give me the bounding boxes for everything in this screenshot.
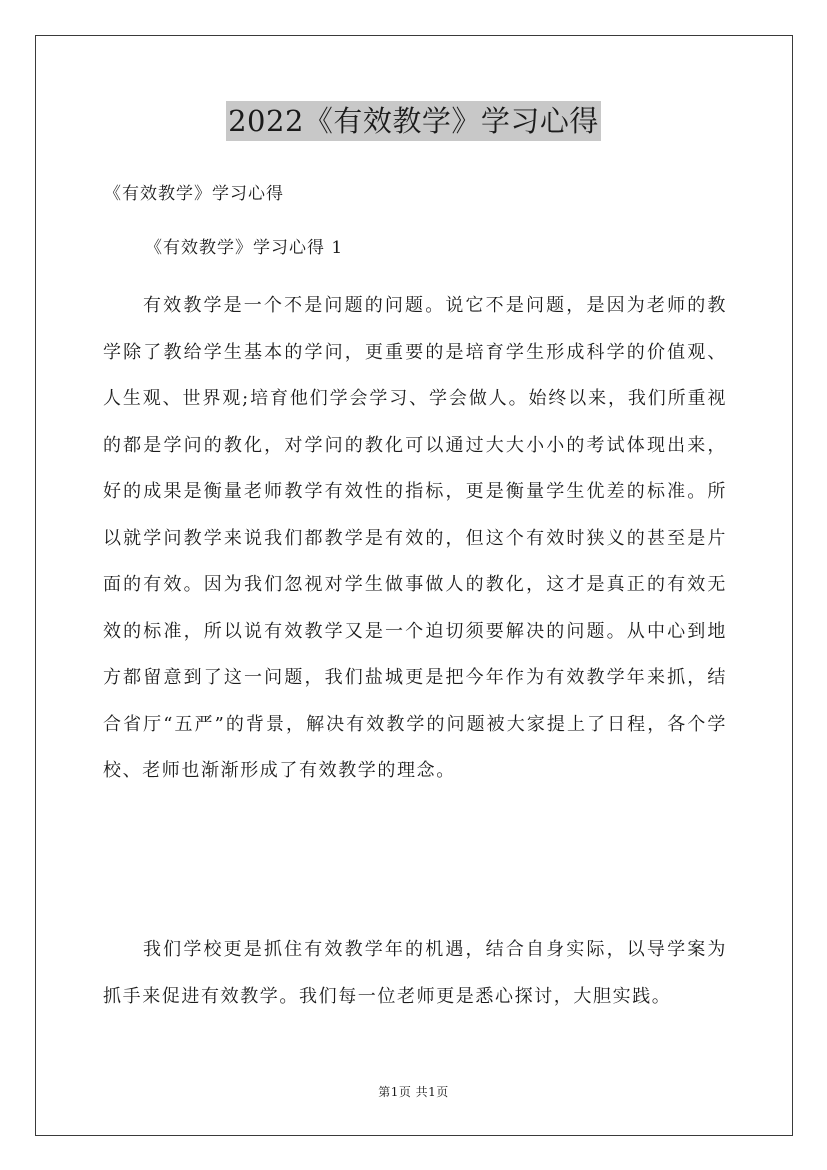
- document-title: 2022《有效教学》学习心得: [226, 101, 601, 141]
- section-heading: 《有效教学》学习心得 1: [145, 238, 344, 258]
- body-paragraph: 我们学校更是抓住有效教学年的机遇，结合自身实际，以导学案为抓手来促进有效教学。我们每一位老师更是悉心探讨，大胆实践。: [103, 939, 727, 1007]
- page-number-footer: 第1页 共1页: [378, 1085, 449, 1099]
- body-paragraph: 有效教学是一个不是问题的问题。说它不是问题，是因为老师的教学除了教给学生基本的学问，更重要的是培育学生形成科学的价值观、人生观、世界观;培育他们学会学习、学会做人。始终以来，我们所重视的都是学问的教化，对学问的教化可以通过大大小小的考试体现出来，好的成果是衡量老师教学有效性的指标，更是衡量学生优差的标准。所以就学问教学来说我们都教学是有效的，但这个有效时狭义的甚至是片面的有效。因为我们忽视对学生做事做人的教化，这才是真正的有效无效的标准，所以说有效教学又是一个迫切须要解决的问题。从中心到地方都留意到了这一问题，我们盐城更是把今年作为有效教学年来抓，结合省厅“五严”的背景，解决有效教学的问题被大家提上了日程，各个学校、老师也渐渐形成了有效教学的理念。: [103, 295, 727, 781]
- title-container: [0, 101, 827, 141]
- document-subtitle: 《有效教学》学习心得: [104, 184, 284, 204]
